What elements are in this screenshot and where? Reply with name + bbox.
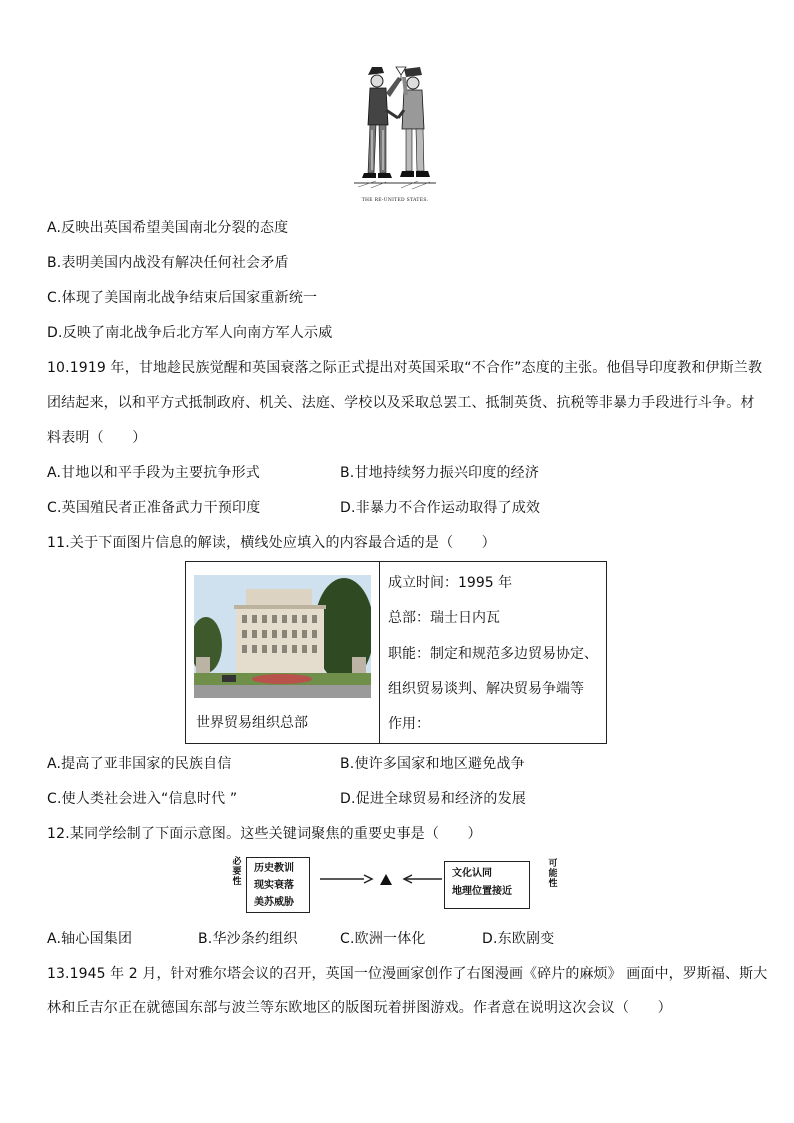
- q12-diagram: [228, 855, 568, 917]
- q9-option-d: D.反映了南北战争后北方军人向南方军人示威: [47, 325, 333, 341]
- keyword-historical-lesson: 历史教训: [254, 863, 294, 874]
- q9-option-b: B.表明美国内战没有解决任何社会矛盾: [47, 255, 289, 271]
- q12-option-c: C.欧洲一体化: [340, 931, 426, 947]
- wto-functions-line1: 职能：制定和规范多边贸易协定、: [388, 646, 598, 662]
- wto-role: 作用：: [388, 716, 430, 732]
- right-keyword-box: [444, 861, 530, 909]
- q11-option-d: D.促进全球贸易和经济的发展: [340, 791, 527, 807]
- keyword-decline: 现实衰落: [254, 880, 294, 891]
- wto-photo-image: [194, 575, 371, 698]
- wto-photo-caption: 世界贸易组织总部: [196, 715, 308, 731]
- necessity-label: 必要性: [232, 857, 242, 887]
- q12-stem: 12.某同学绘制了下面示意图。这些关键词聚焦的重要史事是（ ）: [47, 826, 482, 842]
- q10-option-b: B.甘地持续努力振兴印度的经济: [340, 465, 540, 481]
- cartoon-caption: THE RE-UNITED STATES.: [361, 198, 429, 203]
- wto-info-table: [185, 561, 607, 744]
- wto-headquarters-photo: [194, 575, 371, 698]
- wto-functions-line2: 组织贸易谈判、解决贸易争端等: [388, 681, 584, 697]
- reunited-states-cartoon: [346, 55, 444, 205]
- arrows-with-triangle: [316, 869, 444, 889]
- q13-stem-line1: 13.1945 年 2 月，针对雅尔塔会议的召开，英国一位漫画家创作了右图漫画《碎片的麻烦》 画面中，罗斯福、斯大: [47, 966, 768, 982]
- wto-headquarters: 总部：瑞士日内瓦: [388, 610, 500, 626]
- q13-stem-line2: 林和丘吉尔正在就德国东部与波兰等东欧地区的版图玩着拼图游戏。作者意在说明这次会议（ ）: [47, 1000, 672, 1016]
- q9-option-c: C.体现了美国南北战争结束后国家重新统一: [47, 290, 318, 306]
- possibility-label: 可能性: [548, 859, 558, 889]
- q10-stem-line1: 10.1919 年，甘地趁民族觉醒和英国衰落之际正式提出对英国采取“不合作”态度的主张。他倡导印度教和伊斯兰教: [47, 360, 763, 376]
- keyword-geography: 地理位置接近: [452, 886, 512, 897]
- q11-option-c: C.使人类社会进入“信息时代 ”: [47, 791, 238, 807]
- q12-option-b: B.华沙条约组织: [198, 931, 298, 947]
- table-divider: [379, 562, 380, 743]
- wto-founded: 成立时间：1995 年: [388, 575, 513, 591]
- q10-option-a: A.甘地以和平手段为主要抗争形式: [47, 465, 260, 481]
- left-keyword-box: [246, 857, 310, 913]
- q11-option-a: A.提高了亚非国家的民族自信: [47, 756, 232, 772]
- q12-option-d: D.东欧剧变: [482, 931, 555, 947]
- q10-stem-line2: 团结起来，以和平方式抵制政府、机关、法庭、学校以及采取总罢工、抵制英货、抗税等非暴力手段进行斗争。材: [47, 395, 755, 411]
- q11-option-b: B.使许多国家和地区避免战争: [340, 756, 525, 772]
- keyword-cultural-identity: 文化认同: [452, 868, 492, 879]
- q10-stem-line3: 料表明（ ）: [47, 430, 147, 446]
- q11-stem: 11.关于下面图片信息的解读，横线处应填入的内容最合适的是（ ）: [47, 535, 496, 551]
- q10-option-c: C.英国殖民者正准备武力干预印度: [47, 500, 261, 516]
- cartoon-drawing: [346, 55, 444, 195]
- keyword-threat: 美苏威胁: [254, 897, 294, 908]
- q10-option-d: D.非暴力不合作运动取得了成效: [340, 500, 541, 516]
- q12-option-a: A.轴心国集团: [47, 931, 133, 947]
- q9-option-a: A.反映出英国希望美国南北分裂的态度: [47, 220, 289, 236]
